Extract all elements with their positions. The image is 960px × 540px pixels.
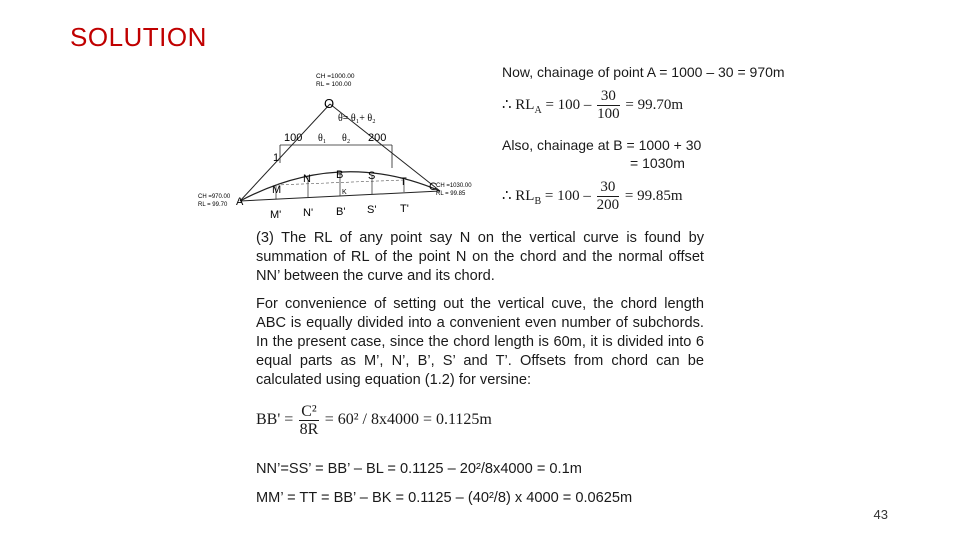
rl-b-den: 200 xyxy=(596,197,620,213)
rl-a-num: 30 xyxy=(597,88,620,106)
label-top-rl: RL = 100.00 xyxy=(316,81,352,88)
label-o: O xyxy=(324,96,335,111)
rl-a-sub: A xyxy=(534,104,542,116)
eq-bb-den: 8R xyxy=(299,421,319,438)
eq-bb-rhs: = 60² / 8x4000 = 0.1125m xyxy=(324,411,492,429)
label-theta-eq: θ= θ₁+ θ₂ xyxy=(338,113,376,124)
label-n-prime: N' xyxy=(303,207,314,219)
label-right-rl: RL = 99.85 xyxy=(436,191,466,197)
rl-b-equation xyxy=(502,179,683,214)
equation-bb xyxy=(256,403,492,438)
label-s: S xyxy=(368,170,376,182)
rl-a-prefix: ∴ RL xyxy=(502,96,535,113)
label-100: 100 xyxy=(284,132,303,144)
rl-a-result: = 99.70m xyxy=(625,96,684,113)
label-n: N xyxy=(303,173,311,185)
label-top-ch: CH =1000.00 xyxy=(316,73,355,80)
rl-a-fraction xyxy=(597,88,620,123)
eq-bb-fraction xyxy=(299,403,318,438)
rl-b-mid: = 100 – xyxy=(544,187,591,204)
rl-b-num: 30 xyxy=(597,179,620,197)
eq-bb-num: C² xyxy=(301,403,317,420)
rl-a-equation xyxy=(502,88,683,123)
label-a: A xyxy=(236,196,244,208)
page-number: 43 xyxy=(873,507,888,522)
label-theta2: θ₂ xyxy=(342,133,351,144)
label-t-prime: T' xyxy=(400,203,409,215)
chainage-b-result: = 1030m xyxy=(630,155,685,171)
rl-b-fraction xyxy=(597,179,620,214)
vertical-curve-diagram xyxy=(192,68,492,228)
label-k: K xyxy=(342,189,347,196)
tangent-line-left xyxy=(240,104,330,201)
label-m-prime: M' xyxy=(270,209,282,221)
label-s-prime: S' xyxy=(367,204,377,216)
slide-title: SOLUTION xyxy=(70,22,207,52)
chainage-a-line: Now, chainage of point A = 1000 – 30 = 970m xyxy=(502,64,785,80)
equation-nn: NN’=SS’ = BB’ – BL = 0.1125 – 20²/8x4000 = 0.1m xyxy=(256,461,582,477)
eq-bb-lhs: BB' = xyxy=(256,411,294,429)
label-left-rl: RL = 99.70 xyxy=(198,202,228,208)
label-b: B xyxy=(336,169,344,181)
rl-a-mid: = 100 – xyxy=(545,96,592,113)
label-b-prime: B' xyxy=(336,206,346,218)
rl-b-sub: B xyxy=(534,195,542,207)
equation-mm: MM’ = TT = BB’ – BK = 0.1125 – (40²/8) x 4000 = 0.0625m xyxy=(256,490,633,506)
label-m: M xyxy=(272,184,282,196)
rl-b-prefix: ∴ RL xyxy=(502,187,535,204)
chainage-b-line: Also, chainage at B = 1000 + 30 xyxy=(502,137,702,153)
paragraph-chord-division: For convenience of setting out the vertical cuve, the chord length ABC is equally divided into a convenient even number of subchords. In the present case, since the chord length is 60m, it is divided into 6 equal parts as M’, N’, B’, S’ and T’. Offsets from chord can be calculated using equation (1.2) for versine: xyxy=(256,296,704,388)
label-theta1: θ₁ xyxy=(318,133,327,144)
rl-b-result: = 99.85m xyxy=(624,187,683,204)
paragraph-rl-of-point: (3) The RL of any point say N on the vertical curve is found by summation of RL of the point N on the chord and the normal offset NN’ between the curve and its chord. xyxy=(256,230,704,284)
label-left-ch: CH =970.00 xyxy=(198,194,231,200)
label-c: C xyxy=(429,181,437,193)
rl-a-den: 100 xyxy=(597,106,620,122)
label-t: T xyxy=(400,176,407,188)
label-200: 200 xyxy=(368,132,387,144)
label-right-ch: CH =1030.00 xyxy=(436,183,472,189)
label-one: 1 xyxy=(273,152,280,164)
